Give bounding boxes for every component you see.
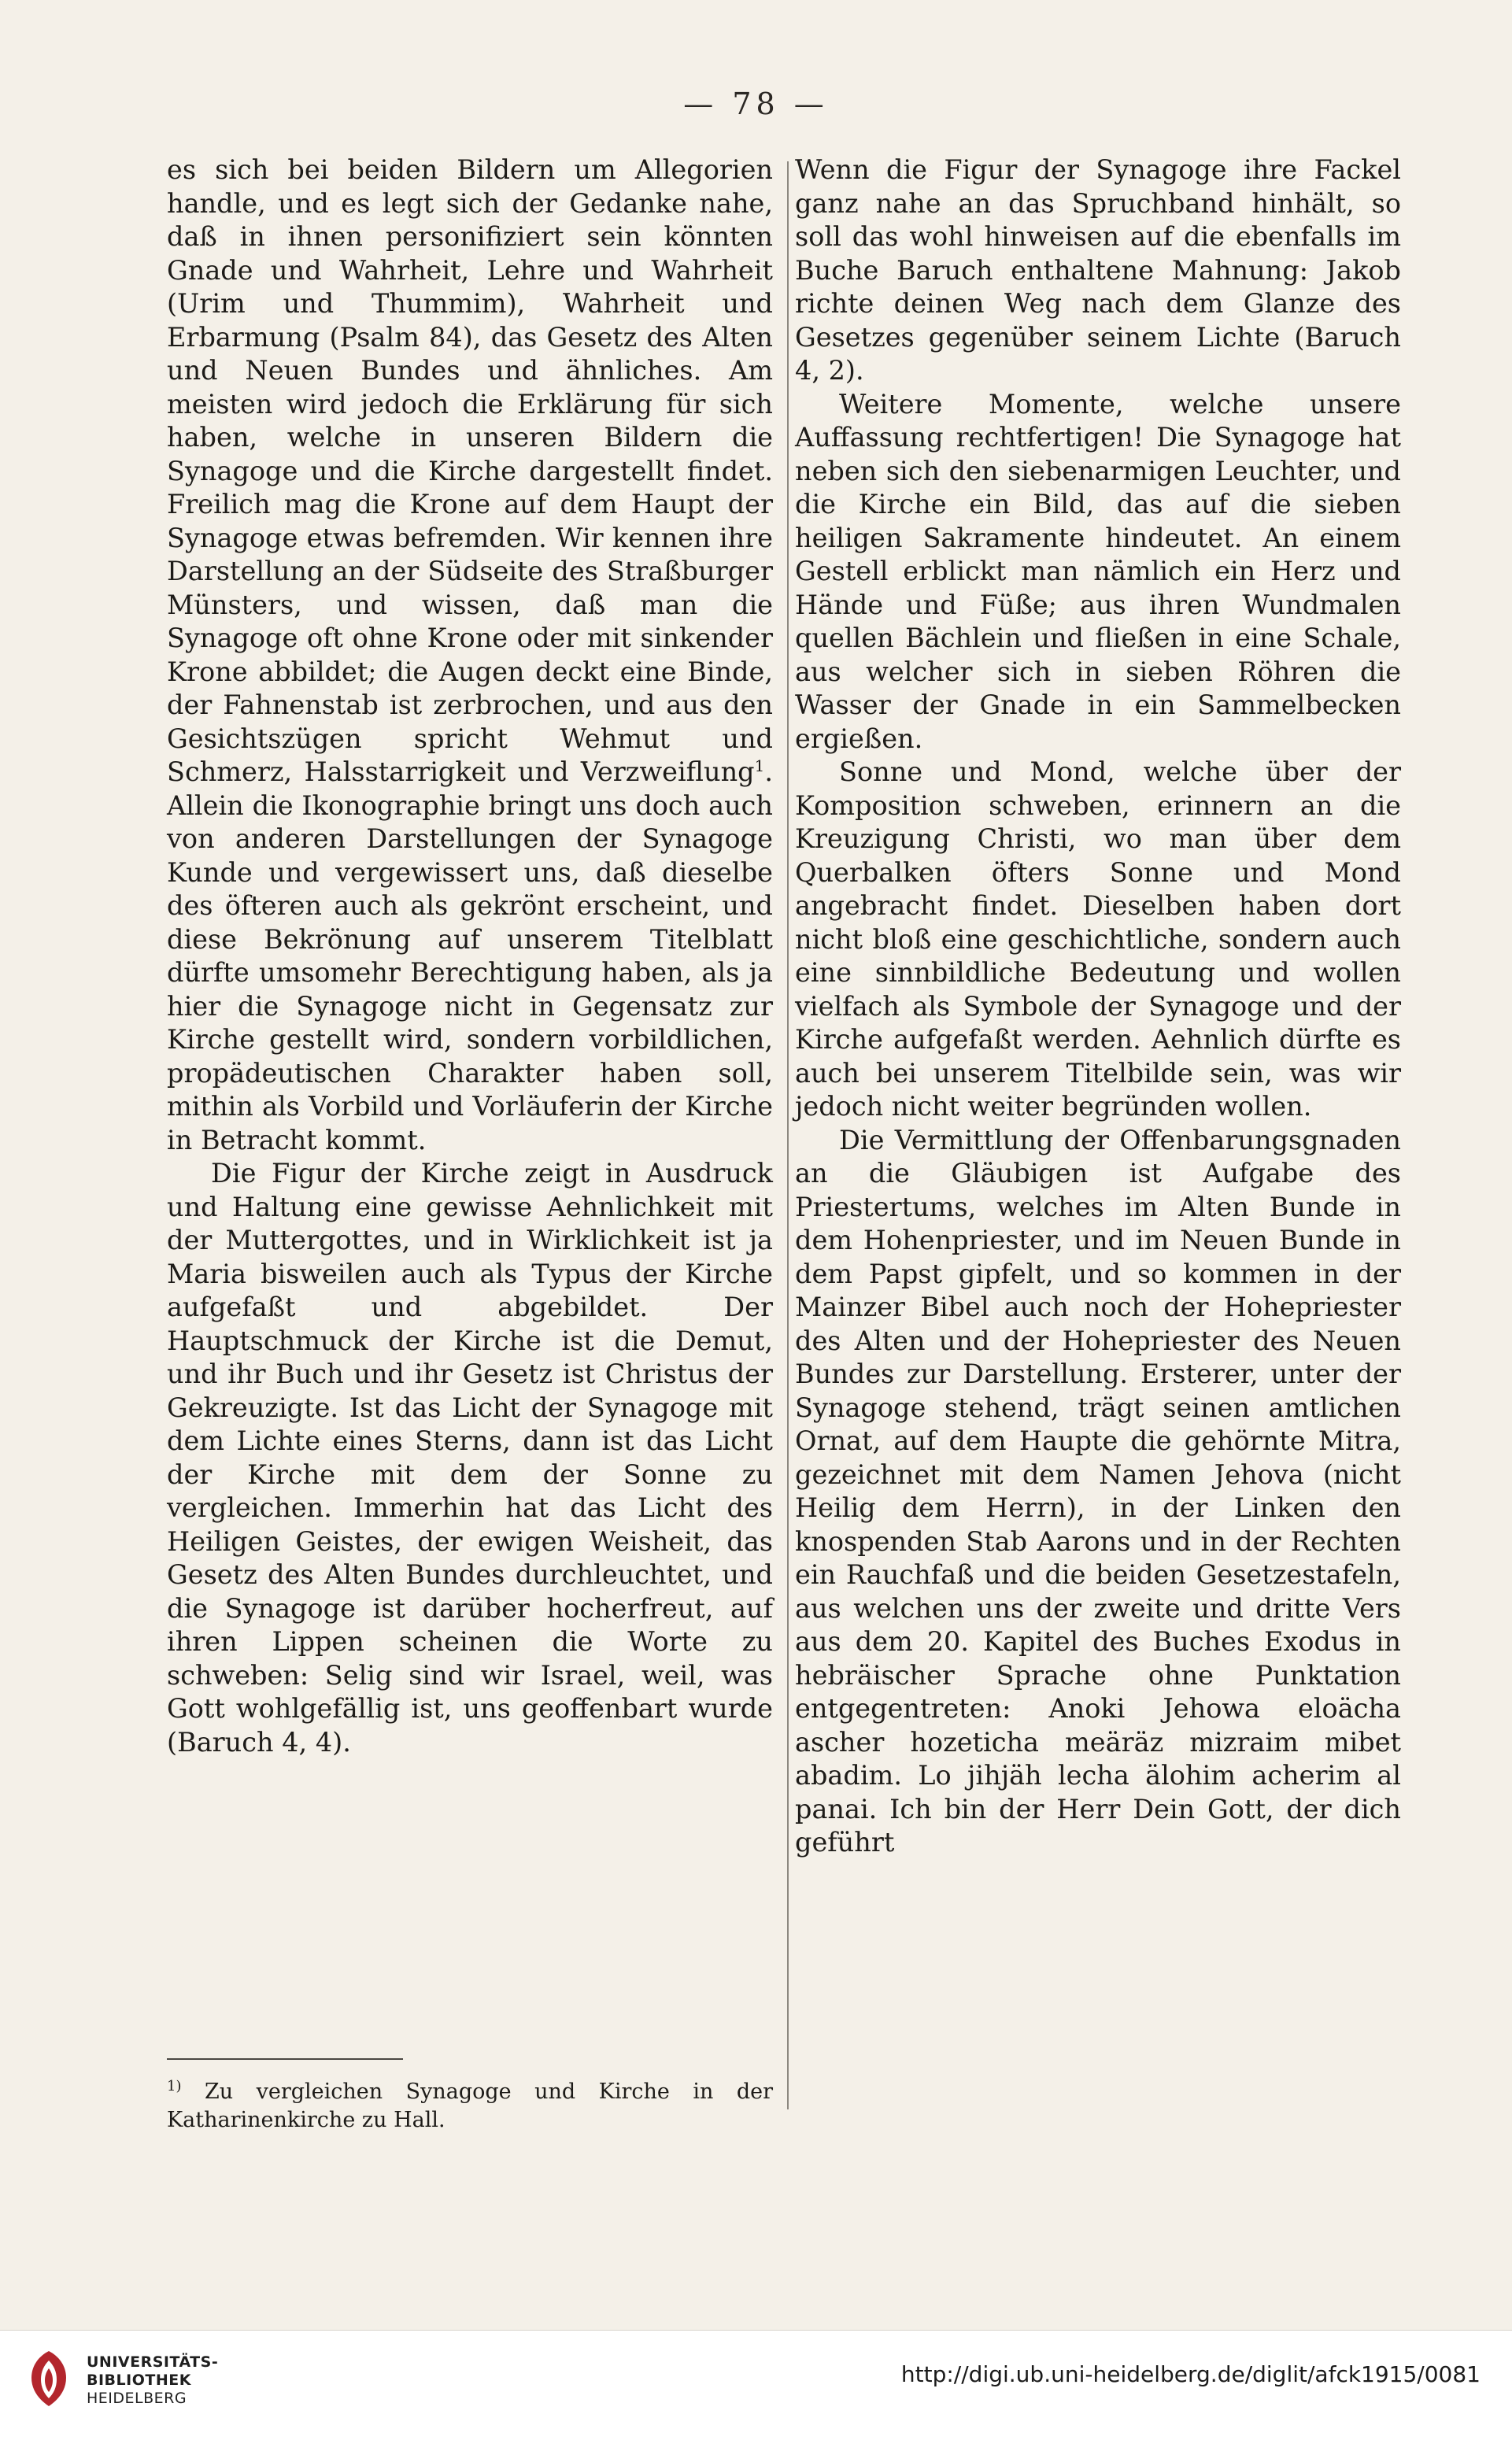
footnote-marker: 1) bbox=[167, 2078, 182, 2094]
heidelberg-library-logo-icon bbox=[24, 2349, 74, 2408]
left-column bbox=[167, 153, 773, 1759]
paragraph: Die Figur der Kirche zeigt in Ausdruck und Haltung eine gewisse Aehnlichkeit mit der Muttergottes, und in Wirklichkeit ist ja Maria bisweilen auch als Typus der Kirche aufgefaßt und abgebildet. Der Hauptschmuck der Kirche ist die Demut, und ihr Buch und ihr Gesetz ist Christus der Gekreuzigte. Ist das Licht der Synagoge mit dem Lichte eines Sterns, dann ist das Licht der Kirche mit dem der Sonne zu vergleichen. Immerhin hat das Licht des Heiligen Geistes, der ewigen Weisheit, das Gesetz des Alten Bundes durchleuchtet, und die Synagoge ist darüber hocherfreut, auf ihren Lippen scheinen die Worte zu schweben: Selig sind wir Israel, weil, was Gott wohlgefällig ist, uns geoffenbart wurde (Baruch 4, 4). bbox=[167, 1158, 773, 1758]
footnote-marker: 1 bbox=[754, 756, 765, 775]
footnote-rule bbox=[167, 2058, 403, 2060]
paragraph: Wenn die Figur der Synagoge ihre Fackel ganz nahe an das Spruchband hinhält, so soll das wohl hinweisen auf die ebenfalls im Buche Baruch enthaltene Mahnung: Jakob richte deinen Weg nach dem Glanze des Gesetzes gegenüber seinem Lichte (Baruch 4, 2). bbox=[795, 154, 1401, 386]
paragraph-text: es sich bei beiden Bildern um Allegorien handle, und es legt sich der Gedanke nahe, daß in ihnen personifiziert sein könnten Gnade und Wahrheit, Lehre und Wahrheit (Urim und Thummim), Wahrheit und Erbarmung (Psalm 84), das Gesetz des Alten und Neuen Bundes und ähnliches. Am meisten wird jedoch die Erklärung für sich haben, welche in unseren Bildern die Synagoge und die Kirche dargestellt findet. Freilich mag die Krone auf dem Haupt der Synagoge etwas befremden. Wir kennen ihre Darstellung an der Südseite des Straßburger Münsters, und wissen, daß man die Synagoge oft ohne Krone oder mit sinkender Krone abbildet; die Augen deckt eine Binde, der Fahnenstab ist zerbrochen, und aus den Gesichtszügen spricht Wehmut und Schmerz, Halsstarrigkeit und Verzweiflung bbox=[167, 154, 773, 787]
column-divider bbox=[787, 161, 789, 2109]
source-url-link[interactable]: http://digi.ub.uni-heidelberg.de/diglit/afck1915/0081 bbox=[900, 2361, 1481, 2387]
paragraph-text-continued: . Allein die Ikonographie bringt uns doch auch von anderen Darstellungen der Synagoge Kunde und vergewissert uns, daß dieselbe des öfteren auch als gekrönt erscheint, und diese Bekrönung auf unserem Titelblatt dürfte umsomehr Berechtigung haben, als ja hier die Synagoge nicht in Gegensatz zur Kirche gestellt wird, sondern vorbildlichen, propädeutischen Charakter haben soll, mithin als Vorbild und Vorläuferin der Kirche in Betracht kommt. bbox=[167, 756, 773, 1155]
library-name bbox=[87, 2353, 218, 2408]
right-column bbox=[795, 153, 1401, 1860]
footnote bbox=[167, 2078, 773, 2135]
paragraph bbox=[167, 153, 773, 1157]
library-name-line: BIBLIOTHEK bbox=[87, 2372, 191, 2389]
paragraph: Weitere Momente, welche unsere Auffassung rechtfertigen! Die Synagoge hat neben sich den siebenarmigen Leuchter, und die Kirche ein Bild, das auf die sieben heiligen Sakramente hindeutet. An einem Gestell erblickt man nämlich ein Herz und Hände und Füße; aus ihren Wundmalen quellen Bächlein und fließen in eine Schale, aus welcher sich in sieben Röhren die Wasser der Gnade in ein Sammelbecken ergießen. bbox=[795, 388, 1401, 754]
paragraph: Die Vermittlung der Offenbarungsgnaden an die Gläubigen ist Aufgabe des Priestertums, welches im Alten Bunde in dem Hohenpriester, und im Neuen Bunde in dem Papst gipfelt, und so kommen in der Mainzer Bibel auch noch der Hohepriester des Alten und der Hohepriester des Neuen Bundes zur Darstellung. Ersterer, unter der Synagoge stehend, trägt seinen amtlichen Ornat, auf dem Haupte die gehörnte Mitra, gezeichnet mit dem Namen Jehova (nicht Heilig dem Herrn), in der Linken den knospenden Stab Aarons und in der Rechten ein Rauchfaß und die beiden Gesetzestafeln, aus welchen uns der zweite und dritte Vers aus dem 20. Kapitel des Buches Exodus in hebräischer Sprache ohne Punktation entgegentreten: Anoki Jehowa eloächa ascher hozeticha meäräz mizraim mibet abadim. Lo jihjäh lecha älohim acherim al panai. Ich bin der Herr Dein Gott, der dich geführt bbox=[795, 1124, 1401, 1858]
page-number: — 78 — bbox=[683, 87, 829, 121]
footnote-text: Zu vergleichen Synagoge und Kirche in der Katharinenkirche zu Hall. bbox=[167, 2080, 773, 2132]
paragraph: Sonne und Mond, welche über der Komposition schweben, erinnern an die Kreuzigung Christi, wo man über dem Querbalken öfters Sonne und Mond angebracht findet. Dieselben haben dort nicht bloß eine geschichtliche, sondern auch eine sinnbildliche Bedeutung und wollen vielfach als Symbole der Synagoge und der Kirche aufgefaßt werden. Aehnlich dürfte es auch bei unserem Titelbilde sein, was wir jedoch nicht weiter begründen wollen. bbox=[795, 756, 1401, 1122]
library-name-line: UNIVERSITÄTS- bbox=[87, 2353, 219, 2371]
library-name-line: HEIDELBERG bbox=[87, 2390, 187, 2407]
